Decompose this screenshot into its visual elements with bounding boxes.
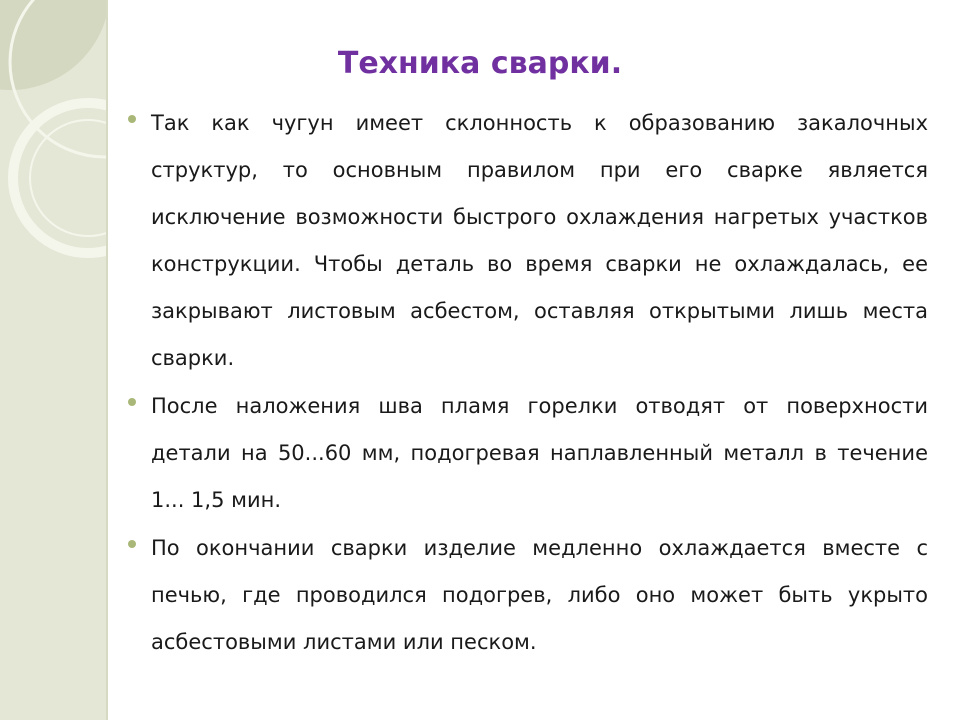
decorative-filled-circle: [0, 0, 106, 90]
decorative-ring-thick: [13, 103, 106, 253]
bullet-item: [126, 100, 928, 382]
slide-title: Техника сварки.: [337, 46, 623, 81]
bullet-list: [126, 100, 928, 667]
bullet-icon: [128, 398, 136, 406]
bullet-text: Так как чугун имеет склонность к образованию закалочных структур, то основным правилом при его сварке является исключение возможности быстрого охлаждения нагретых участков конструкции. Чтобы деталь во время сварки не охлаждалась, ее закрывают листовым асбестом, оставляя открытыми лишь места сварки.: [151, 111, 928, 370]
bullet-icon: [128, 115, 136, 123]
decorative-ring-inner: [30, 120, 106, 236]
bullet-icon: [128, 540, 136, 548]
bullet-text: По окончании сварки изделие медленно охлаждается вместе с печью, где проводился подогрев, либо оно может быть укрыто асбестовыми листами или песком.: [151, 536, 928, 654]
bullet-item: [126, 525, 928, 666]
decorative-circles: [0, 0, 106, 720]
bullet-text: После наложения шва пламя горелки отводят от поверхности детали на 50...60 мм, подогревая наплавленный металл в течение 1... 1,5 мин.: [151, 394, 928, 512]
bullet-item: [126, 383, 928, 524]
decorative-sidebar: [0, 0, 108, 720]
